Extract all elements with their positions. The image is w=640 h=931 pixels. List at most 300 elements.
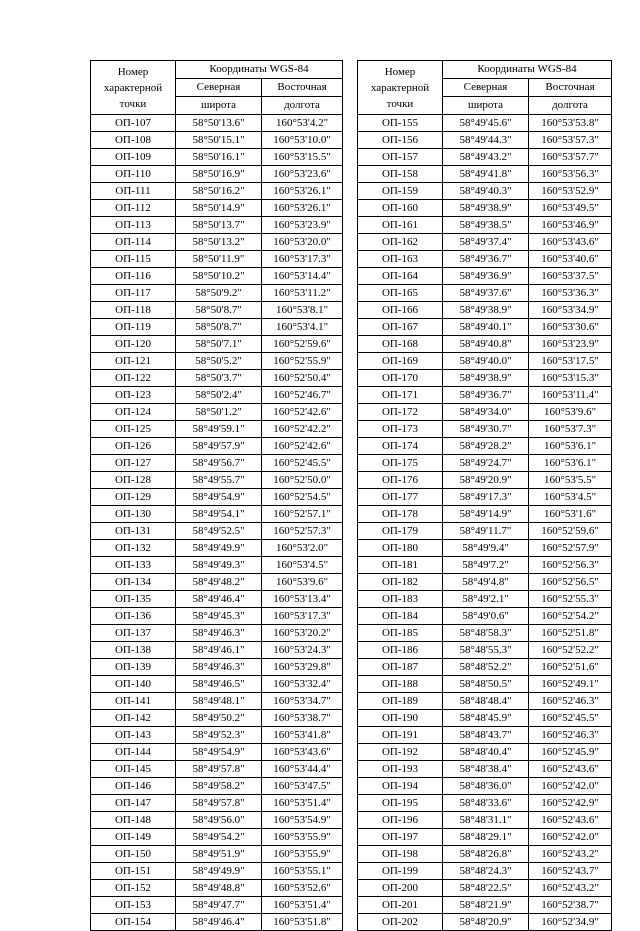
table-row (358, 846, 612, 863)
latitude-cell: 58°49'7.2" (443, 557, 529, 574)
table-row (358, 251, 612, 268)
table-row (91, 115, 343, 132)
table-row (91, 336, 343, 353)
latitude-header-line2: широта (443, 97, 529, 115)
longitude-cell: 160°53'23.9" (529, 336, 612, 353)
latitude-cell: 58°50'16.1" (176, 149, 262, 166)
longitude-cell: 160°52'59.6" (529, 523, 612, 540)
table-row (91, 404, 343, 421)
table-row (358, 795, 612, 812)
latitude-cell: 58°48'43.7" (443, 727, 529, 744)
latitude-cell: 58°50'13.6" (176, 115, 262, 132)
longitude-cell: 160°52'54.5" (262, 489, 343, 506)
table-row (358, 761, 612, 778)
point-number-cell: ОП-193 (358, 761, 443, 778)
point-number-cell: ОП-201 (358, 897, 443, 914)
longitude-cell: 160°53'37.5" (529, 268, 612, 285)
table-row (358, 472, 612, 489)
point-number-cell: ОП-149 (91, 829, 176, 846)
latitude-cell: 58°48'26.8" (443, 846, 529, 863)
point-number-cell: ОП-174 (358, 438, 443, 455)
table-row (91, 914, 343, 931)
point-number-cell: ОП-162 (358, 234, 443, 251)
longitude-cell: 160°52'42.9" (529, 795, 612, 812)
longitude-cell: 160°53'5.5" (529, 472, 612, 489)
latitude-cell: 58°49'49.9" (176, 540, 262, 557)
table-row (91, 880, 343, 897)
point-number-cell: ОП-188 (358, 676, 443, 693)
point-number-cell: ОП-163 (358, 251, 443, 268)
number-header-line: характерной (103, 81, 163, 94)
longitude-cell: 160°53'7.3" (529, 421, 612, 438)
point-number-cell: ОП-184 (358, 608, 443, 625)
table-row (91, 557, 343, 574)
point-number-cell: ОП-157 (358, 149, 443, 166)
coordinates-table-left (90, 60, 343, 931)
longitude-cell: 160°53'55.9" (262, 829, 343, 846)
latitude-cell: 58°49'46.3" (176, 625, 262, 642)
table-row (91, 217, 343, 234)
latitude-cell: 58°49'2.1" (443, 591, 529, 608)
latitude-cell: 58°49'46.5" (176, 676, 262, 693)
longitude-cell: 160°52'52.2" (529, 642, 612, 659)
coordinates-group-header: Координаты WGS-84 (176, 61, 343, 79)
latitude-cell: 58°49'11.7" (443, 523, 529, 540)
latitude-cell: 58°48'33.6" (443, 795, 529, 812)
longitude-cell: 160°53'11.2" (262, 285, 343, 302)
point-number-cell: ОП-161 (358, 217, 443, 234)
latitude-cell: 58°49'52.3" (176, 727, 262, 744)
longitude-cell: 160°53'11.4" (529, 387, 612, 404)
table-row (358, 897, 612, 914)
table-row (358, 115, 612, 132)
latitude-cell: 58°49'41.8" (443, 166, 529, 183)
latitude-cell: 58°49'56.0" (176, 812, 262, 829)
latitude-cell: 58°48'52.2" (443, 659, 529, 676)
table-row (358, 914, 612, 931)
table-row (358, 812, 612, 829)
latitude-header-line1: Северная (443, 79, 529, 97)
latitude-cell: 58°49'49.3" (176, 557, 262, 574)
point-number-cell: ОП-183 (358, 591, 443, 608)
table-row (358, 489, 612, 506)
number-header-line: характерной (370, 81, 430, 94)
point-number-cell: ОП-126 (91, 438, 176, 455)
point-number-cell: ОП-145 (91, 761, 176, 778)
number-column-header (358, 61, 443, 115)
longitude-cell: 160°53'49.5" (529, 200, 612, 217)
latitude-cell: 58°49'43.2" (443, 149, 529, 166)
longitude-cell: 160°52'42.6" (262, 438, 343, 455)
table-row (91, 523, 343, 540)
longitude-cell: 160°53'1.6" (529, 506, 612, 523)
latitude-cell: 58°48'48.4" (443, 693, 529, 710)
longitude-cell: 160°53'41.8" (262, 727, 343, 744)
point-number-cell: ОП-172 (358, 404, 443, 421)
longitude-cell: 160°53'13.4" (262, 591, 343, 608)
latitude-cell: 58°49'48.2" (176, 574, 262, 591)
table-row (91, 234, 343, 251)
point-number-cell: ОП-196 (358, 812, 443, 829)
longitude-cell: 160°53'20.0" (262, 234, 343, 251)
point-number-cell: ОП-113 (91, 217, 176, 234)
table-row (358, 166, 612, 183)
longitude-cell: 160°52'51.6" (529, 659, 612, 676)
latitude-cell: 58°49'38.9" (443, 200, 529, 217)
table-row (358, 336, 612, 353)
table-row (91, 268, 343, 285)
latitude-cell: 58°49'59.1" (176, 421, 262, 438)
point-number-cell: ОП-195 (358, 795, 443, 812)
latitude-cell: 58°48'24.3" (443, 863, 529, 880)
longitude-cell: 160°53'54.9" (262, 812, 343, 829)
point-number-cell: ОП-118 (91, 302, 176, 319)
table-row (91, 778, 343, 795)
latitude-cell: 58°49'38.9" (443, 302, 529, 319)
longitude-cell: 160°52'42.0" (529, 778, 612, 795)
point-number-cell: ОП-178 (358, 506, 443, 523)
point-number-cell: ОП-187 (358, 659, 443, 676)
longitude-cell: 160°53'26.1" (262, 183, 343, 200)
latitude-cell: 58°49'45.6" (443, 115, 529, 132)
table-row (91, 540, 343, 557)
point-number-cell: ОП-189 (358, 693, 443, 710)
header-row-top (91, 61, 343, 79)
point-number-cell: ОП-151 (91, 863, 176, 880)
table-row (91, 761, 343, 778)
table-row (91, 897, 343, 914)
longitude-cell: 160°53'57.7" (529, 149, 612, 166)
latitude-cell: 58°48'21.9" (443, 897, 529, 914)
point-number-cell: ОП-130 (91, 506, 176, 523)
table-row (358, 557, 612, 574)
point-number-cell: ОП-159 (358, 183, 443, 200)
point-number-cell: ОП-185 (358, 625, 443, 642)
latitude-cell: 58°49'0.6" (443, 608, 529, 625)
longitude-cell: 160°53'53.8" (529, 115, 612, 132)
longitude-cell: 160°52'43.6" (529, 761, 612, 778)
latitude-cell: 58°50'16.2" (176, 183, 262, 200)
table-row (358, 506, 612, 523)
point-number-cell: ОП-119 (91, 319, 176, 336)
longitude-cell: 160°52'43.2" (529, 880, 612, 897)
table-row (91, 183, 343, 200)
coordinates-table-right (357, 60, 612, 931)
table-row (91, 319, 343, 336)
longitude-cell: 160°52'46.3" (529, 693, 612, 710)
table-row (358, 710, 612, 727)
latitude-cell: 58°50'11.9" (176, 251, 262, 268)
longitude-cell: 160°53'51.4" (262, 795, 343, 812)
point-number-cell: ОП-141 (91, 693, 176, 710)
latitude-cell: 58°49'58.2" (176, 778, 262, 795)
point-number-cell: ОП-153 (91, 897, 176, 914)
table-row (91, 438, 343, 455)
table-row (91, 676, 343, 693)
point-number-cell: ОП-176 (358, 472, 443, 489)
table-row (358, 863, 612, 880)
latitude-cell: 58°49'34.0" (443, 404, 529, 421)
point-number-cell: ОП-180 (358, 540, 443, 557)
table-row (358, 285, 612, 302)
latitude-cell: 58°50'5.2" (176, 353, 262, 370)
longitude-cell: 160°53'34.7" (262, 693, 343, 710)
latitude-cell: 58°49'9.4" (443, 540, 529, 557)
table-row (91, 149, 343, 166)
longitude-cell: 160°52'45.5" (262, 455, 343, 472)
longitude-cell: 160°52'34.9" (529, 914, 612, 931)
latitude-cell: 58°49'46.1" (176, 642, 262, 659)
table-row (358, 591, 612, 608)
longitude-cell: 160°53'2.0" (262, 540, 343, 557)
point-number-cell: ОП-177 (358, 489, 443, 506)
table-row (358, 540, 612, 557)
latitude-header-line2: широта (176, 97, 262, 115)
table-row (358, 217, 612, 234)
table-row (91, 795, 343, 812)
longitude-cell: 160°52'38.7" (529, 897, 612, 914)
longitude-cell: 160°53'56.3" (529, 166, 612, 183)
latitude-cell: 58°49'28.2" (443, 438, 529, 455)
latitude-cell: 58°50'15.1" (176, 132, 262, 149)
longitude-header-line1: Восточная (262, 79, 343, 97)
latitude-cell: 58°49'56.7" (176, 455, 262, 472)
latitude-cell: 58°50'9.2" (176, 285, 262, 302)
latitude-cell: 58°49'54.9" (176, 489, 262, 506)
table-row (358, 302, 612, 319)
point-number-cell: ОП-147 (91, 795, 176, 812)
latitude-cell: 58°49'48.8" (176, 880, 262, 897)
point-number-cell: ОП-111 (91, 183, 176, 200)
table-row (358, 676, 612, 693)
latitude-cell: 58°48'38.4" (443, 761, 529, 778)
longitude-cell: 160°52'55.9" (262, 353, 343, 370)
point-number-cell: ОП-110 (91, 166, 176, 183)
table-row (358, 744, 612, 761)
longitude-cell: 160°53'51.8" (262, 914, 343, 931)
longitude-cell: 160°53'9.6" (262, 574, 343, 591)
table-row (91, 727, 343, 744)
table-row (91, 829, 343, 846)
table-row (91, 472, 343, 489)
table-row (358, 574, 612, 591)
point-number-cell: ОП-154 (91, 914, 176, 931)
point-number-cell: ОП-164 (358, 268, 443, 285)
longitude-cell: 160°53'30.6" (529, 319, 612, 336)
point-number-cell: ОП-148 (91, 812, 176, 829)
table-row (358, 319, 612, 336)
table-row (91, 744, 343, 761)
point-number-cell: ОП-132 (91, 540, 176, 557)
point-number-cell: ОП-192 (358, 744, 443, 761)
longitude-cell: 160°52'42.6" (262, 404, 343, 421)
longitude-cell: 160°53'17.3" (262, 251, 343, 268)
latitude-cell: 58°48'50.5" (443, 676, 529, 693)
point-number-cell: ОП-123 (91, 387, 176, 404)
point-number-cell: ОП-179 (358, 523, 443, 540)
table-row (358, 880, 612, 897)
point-number-cell: ОП-166 (358, 302, 443, 319)
latitude-cell: 58°49'46.3" (176, 659, 262, 676)
longitude-cell: 160°53'38.7" (262, 710, 343, 727)
number-header-line: Номер (117, 65, 149, 78)
point-number-cell: ОП-181 (358, 557, 443, 574)
point-number-cell: ОП-134 (91, 574, 176, 591)
latitude-cell: 58°50'14.9" (176, 200, 262, 217)
longitude-cell: 160°52'46.3" (529, 727, 612, 744)
longitude-cell: 160°53'43.6" (262, 744, 343, 761)
longitude-cell: 160°53'26.1" (262, 200, 343, 217)
longitude-cell: 160°53'43.6" (529, 234, 612, 251)
number-header-line: точки (386, 97, 414, 110)
latitude-cell: 58°49'30.7" (443, 421, 529, 438)
longitude-cell: 160°53'46.9" (529, 217, 612, 234)
table-row (91, 642, 343, 659)
longitude-cell: 160°53'15.5" (262, 149, 343, 166)
table-row (91, 625, 343, 642)
longitude-cell: 160°52'45.9" (529, 744, 612, 761)
table-row (91, 659, 343, 676)
point-number-cell: ОП-139 (91, 659, 176, 676)
point-number-cell: ОП-116 (91, 268, 176, 285)
point-number-cell: ОП-160 (358, 200, 443, 217)
point-number-cell: ОП-120 (91, 336, 176, 353)
longitude-cell: 160°53'40.6" (529, 251, 612, 268)
latitude-cell: 58°49'55.7" (176, 472, 262, 489)
longitude-cell: 160°52'59.6" (262, 336, 343, 353)
latitude-cell: 58°48'29.1" (443, 829, 529, 846)
longitude-cell: 160°53'52.6" (262, 880, 343, 897)
longitude-cell: 160°53'14.4" (262, 268, 343, 285)
table-row (358, 421, 612, 438)
latitude-cell: 58°49'57.9" (176, 438, 262, 455)
latitude-cell: 58°50'8.7" (176, 319, 262, 336)
table-row (91, 285, 343, 302)
latitude-cell: 58°49'51.9" (176, 846, 262, 863)
table-row (358, 523, 612, 540)
longitude-cell: 160°52'46.7" (262, 387, 343, 404)
table-row (91, 455, 343, 472)
latitude-cell: 58°49'24.7" (443, 455, 529, 472)
point-number-cell: ОП-133 (91, 557, 176, 574)
table-row (91, 846, 343, 863)
latitude-cell: 58°49'46.4" (176, 914, 262, 931)
number-column-header (91, 61, 176, 115)
point-number-cell: ОП-135 (91, 591, 176, 608)
longitude-cell: 160°52'55.3" (529, 591, 612, 608)
point-number-cell: ОП-155 (358, 115, 443, 132)
latitude-cell: 58°49'47.7" (176, 897, 262, 914)
point-number-cell: ОП-117 (91, 285, 176, 302)
point-number-cell: ОП-171 (358, 387, 443, 404)
latitude-cell: 58°49'4.8" (443, 574, 529, 591)
point-number-cell: ОП-144 (91, 744, 176, 761)
latitude-cell: 58°50'10.2" (176, 268, 262, 285)
table-row (358, 183, 612, 200)
latitude-cell: 58°49'57.8" (176, 761, 262, 778)
longitude-cell: 160°53'47.5" (262, 778, 343, 795)
longitude-cell: 160°52'57.3" (262, 523, 343, 540)
table-row (91, 574, 343, 591)
latitude-cell: 58°49'40.3" (443, 183, 529, 200)
longitude-cell: 160°52'43.7" (529, 863, 612, 880)
longitude-cell: 160°53'55.9" (262, 846, 343, 863)
longitude-cell: 160°52'50.4" (262, 370, 343, 387)
latitude-cell: 58°50'7.1" (176, 336, 262, 353)
longitude-cell: 160°53'55.1" (262, 863, 343, 880)
point-number-cell: ОП-170 (358, 370, 443, 387)
table-row (358, 608, 612, 625)
latitude-cell: 58°49'38.5" (443, 217, 529, 234)
point-number-cell: ОП-167 (358, 319, 443, 336)
latitude-cell: 58°49'14.9" (443, 506, 529, 523)
table-row (358, 149, 612, 166)
latitude-cell: 58°50'13.7" (176, 217, 262, 234)
point-number-cell: ОП-165 (358, 285, 443, 302)
longitude-cell: 160°52'56.5" (529, 574, 612, 591)
table-row (91, 421, 343, 438)
longitude-cell: 160°53'36.3" (529, 285, 612, 302)
longitude-cell: 160°53'6.1" (529, 438, 612, 455)
latitude-cell: 58°48'40.4" (443, 744, 529, 761)
point-number-cell: ОП-129 (91, 489, 176, 506)
point-number-cell: ОП-200 (358, 880, 443, 897)
table-row (91, 370, 343, 387)
longitude-cell: 160°52'51.8" (529, 625, 612, 642)
latitude-cell: 58°50'1.2" (176, 404, 262, 421)
longitude-cell: 160°53'9.6" (529, 404, 612, 421)
table-row (91, 710, 343, 727)
point-number-cell: ОП-168 (358, 336, 443, 353)
longitude-cell: 160°52'50.0" (262, 472, 343, 489)
point-number-cell: ОП-146 (91, 778, 176, 795)
latitude-cell: 58°49'54.1" (176, 506, 262, 523)
table-row (358, 234, 612, 251)
longitude-cell: 160°53'17.5" (529, 353, 612, 370)
latitude-cell: 58°49'36.7" (443, 387, 529, 404)
table-row (91, 132, 343, 149)
latitude-cell: 58°49'57.8" (176, 795, 262, 812)
point-number-cell: ОП-112 (91, 200, 176, 217)
table-row (358, 727, 612, 744)
point-number-cell: ОП-175 (358, 455, 443, 472)
point-number-cell: ОП-150 (91, 846, 176, 863)
point-number-cell: ОП-169 (358, 353, 443, 370)
longitude-cell: 160°52'45.5" (529, 710, 612, 727)
table-row (91, 506, 343, 523)
point-number-cell: ОП-191 (358, 727, 443, 744)
latitude-cell: 58°49'49.9" (176, 863, 262, 880)
left-table-body (91, 115, 343, 931)
longitude-cell: 160°53'24.3" (262, 642, 343, 659)
longitude-cell: 160°53'23.9" (262, 217, 343, 234)
latitude-cell: 58°48'58.3" (443, 625, 529, 642)
number-header-line: Номер (384, 65, 416, 78)
point-number-cell: ОП-122 (91, 370, 176, 387)
longitude-cell: 160°53'4.1" (262, 319, 343, 336)
latitude-cell: 58°50'13.2" (176, 234, 262, 251)
latitude-cell: 58°49'45.3" (176, 608, 262, 625)
latitude-cell: 58°48'20.9" (443, 914, 529, 931)
longitude-cell: 160°52'49.1" (529, 676, 612, 693)
table-row (358, 353, 612, 370)
header-row-top (358, 61, 612, 79)
latitude-cell: 58°49'50.2" (176, 710, 262, 727)
longitude-cell: 160°52'57.9" (529, 540, 612, 557)
latitude-cell: 58°49'40.8" (443, 336, 529, 353)
point-number-cell: ОП-198 (358, 846, 443, 863)
longitude-cell: 160°53'17.3" (262, 608, 343, 625)
